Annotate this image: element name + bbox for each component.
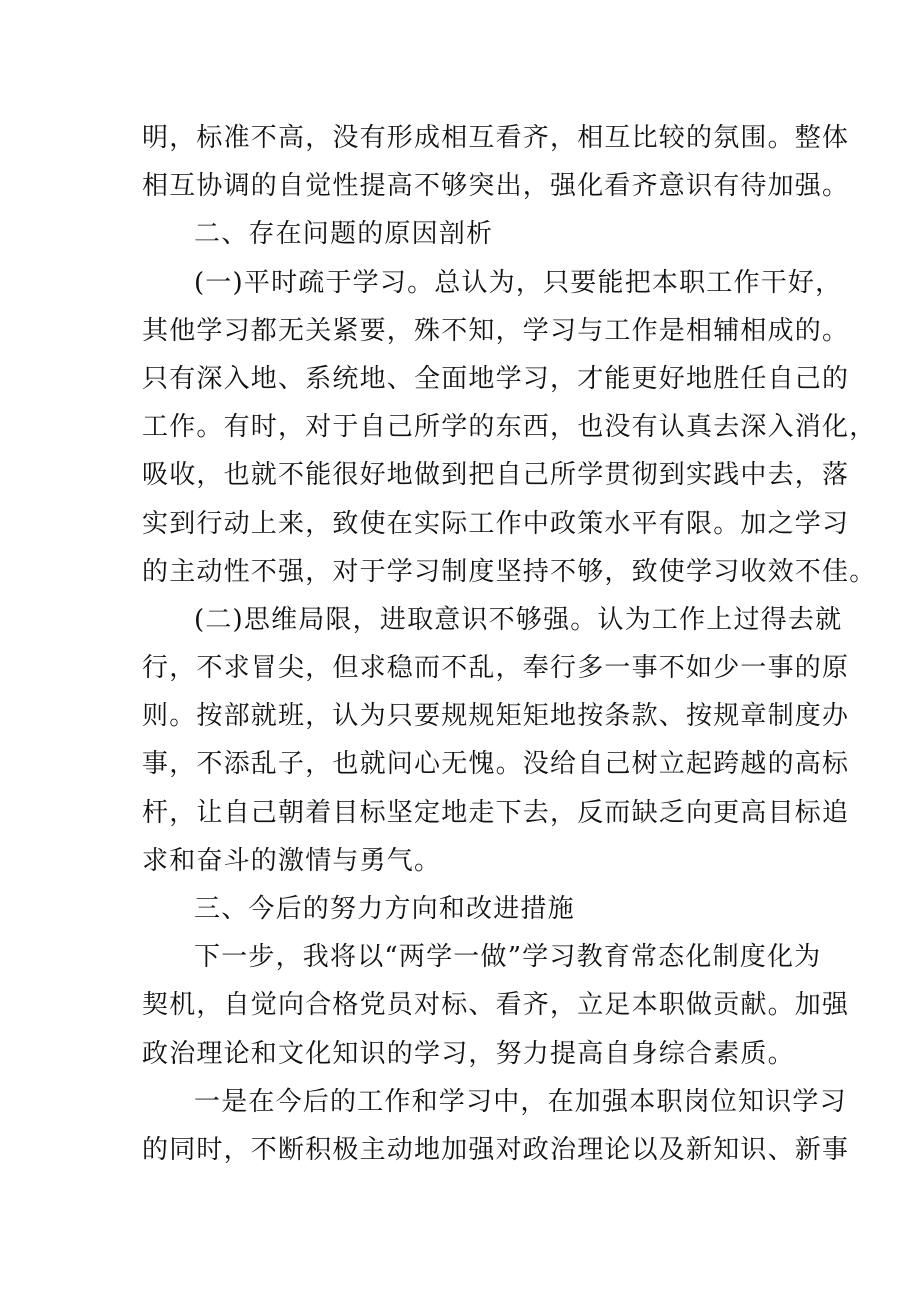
text-line: 只有深入地、系统地、全面地学习，才能更好地胜任自己的 [142,363,850,394]
text-line: 明，标准不高，没有形成相互看齐，相互比较的氛围。整体 [142,123,850,153]
text-line: 杆，让自己朝着目标坚定地走下去，反而缺乏向更高目标追 [142,797,850,828]
text-line: 一是在今后的工作和学习中，在加强本职岗位知识学习 [194,1086,847,1117]
text-line: 契机，自觉向合格党员对标、看齐，立足本职做贡献。加强 [142,990,850,1021]
text-line: 的同时，不断积极主动地加强对政治理论以及新知识、新事 [142,1134,850,1165]
text-line: 相互协调的自觉性提高不够突出，强化看齐意识有待加强。 [142,171,850,202]
text-line: 其他学习都无关紧要，殊不知，学习与工作是相辅相成的。 [142,315,850,346]
section-heading: 二、存在问题的原因剖析 [194,219,494,250]
text-line: 下一步，我将以“两学一做”学习教育常态化制度化为 [194,942,822,973]
text-line: (一)平时疏于学习。总认为，只要能把本职工作干好， [194,267,843,298]
text-line: 则。按部就班，认为只要规规矩矩地按条款、按规章制度办 [142,701,850,732]
text-line: 实到行动上来，致使在实际工作中政策水平有限。加之学习 [142,508,850,539]
text-line: 的主动性不强，对于学习制度坚持不够，致使学习收效不佳。 [142,556,877,587]
text-line: 工作。有时，对于自己所学的东西，也没有认真去深入消化， [142,412,877,443]
text-line: (二)思维局限，进取意识不够强。认为工作上过得去就 [194,604,843,635]
text-line: 求和奋斗的激情与勇气。 [142,845,442,876]
text-line: 吸收，也就不能很好地做到把自己所学贯彻到实践中去，落 [142,460,850,491]
text-line: 政治理论和文化知识的学习，努力提高自身综合素质。 [142,1038,795,1069]
document-body [142,114,877,1174]
section-heading: 三、今后的努力方向和改进措施 [194,894,575,924]
text-line: 行，不求冒尖，但求稳而不乱，奉行多一事不如少一事的原 [142,653,850,684]
text-line: 事，不添乱子，也就问心无愧。没给自己树立起跨越的高标 [142,749,850,780]
